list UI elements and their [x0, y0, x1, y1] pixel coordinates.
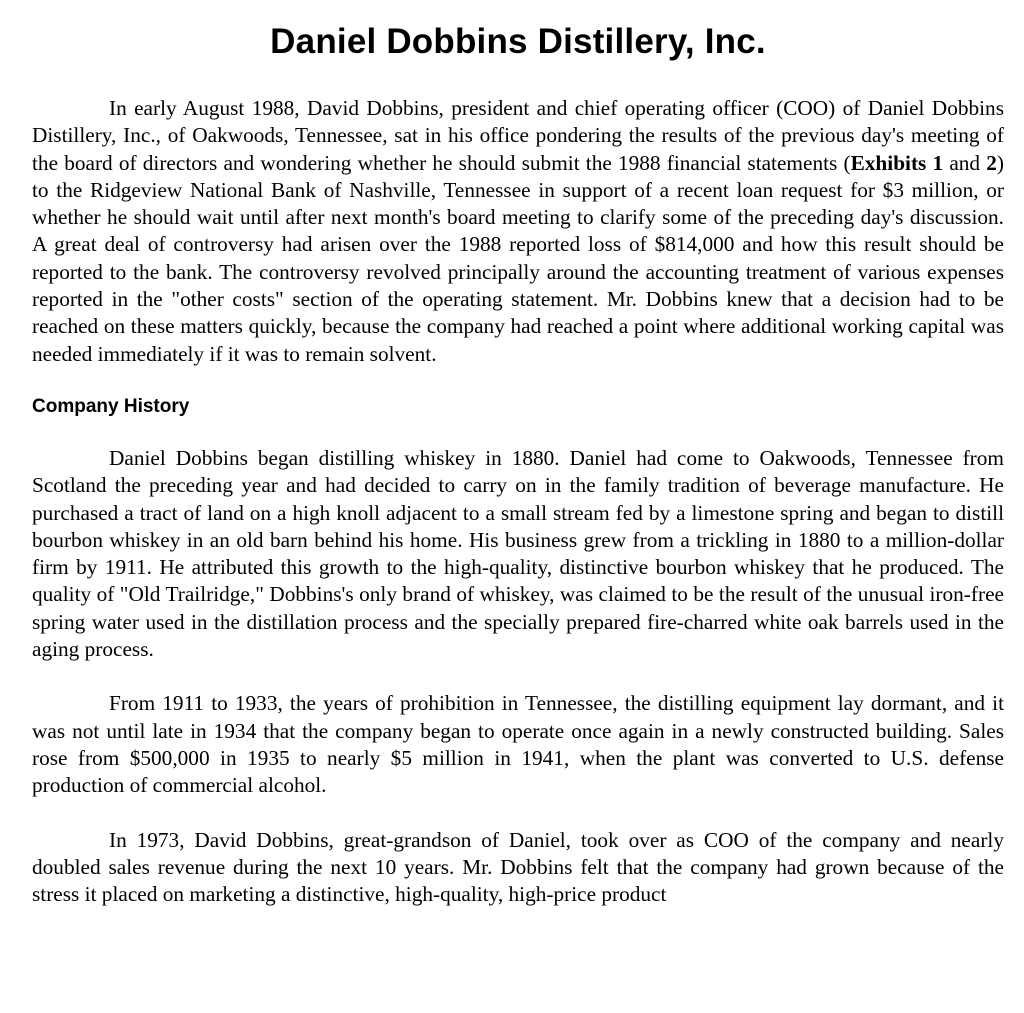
paragraph-company-history-2: From 1911 to 1933, the years of prohibition in Tennessee, the distilling equipment lay dormant, and it was not until late in 1934 that the company began to operate once again in a newly constructed building. Sales rose from $500,000 in 1935 to nearly $5 million in 1941, when the plant was converted to U.S. defense production of commercial alcohol. — [32, 691, 1004, 798]
paragraph-intro — [32, 95, 1004, 368]
paragraph-intro-text-c: ) to the Ridgeview National Bank of Nashville, Tennessee in support of a recent loan request for $3 million, or whether he should wait until after next month's board meeting to clarify some of the preceding day's discussion. A great deal of controversy had arisen over the 1988 reported loss of $814,000 and how this result should be reported to the bank. The controversy revolved principally around the accounting treatment of various expenses reported in the "other costs" section of the operating statement. Mr. Dobbins knew that a decision had to be reached on these matters quickly, because the company had reached a point where additional working capital was needed immediately if it was to remain solvent. — [32, 150, 1004, 366]
paragraph-company-history-1: Daniel Dobbins began distilling whiskey in 1880. Daniel had come to Oakwoods, Tennessee from Scotland the preceding year and had decided to carry on in the family tradition of beverage manufacture. He purchased a tract of land on a high knoll adjacent to a small stream fed by a limestone spring and began to distill bourbon whiskey in an old barn behind his home. His business grew from a trickling in 1880 to a million-dollar firm by 1911. He attributed this growth to the high-quality, distinctive bourbon whiskey that he produced. The quality of "Old Trailridge," Dobbins's only brand of whiskey, was claimed to be the result of the unusual iron-free spring water used in the distillation process and the specially prepared fire-charred white oak barrels used in the aging process. — [32, 445, 1004, 662]
paragraph-intro-text-b: and — [943, 150, 987, 175]
exhibit-1-reference: Exhibits 1 — [850, 150, 944, 175]
paragraph-intro-text-a: In early August 1988, David Dobbins, president and chief operating officer (COO) of Daniel Dobbins Distillery, Inc., of Oakwoods, Tennessee, sat in his office pondering the results of the previous day's meeting of the board of directors and wondering whether he should submit the 1988 financial statements ( — [32, 96, 1004, 175]
document-title: Daniel Dobbins Distillery, Inc. — [270, 22, 766, 61]
section-heading-company-history: Company History — [32, 395, 190, 417]
document-page — [32, 0, 1004, 908]
exhibit-2-reference: 2 — [986, 150, 997, 175]
paragraph-company-history-3: In 1973, David Dobbins, great-grandson of Daniel, took over as COO of the company and nearly doubled sales revenue during the next 10 years. Mr. Dobbins felt that the company had grown because of the stress it placed on marketing a distinctive, high-quality, high-price product — [32, 827, 1004, 907]
